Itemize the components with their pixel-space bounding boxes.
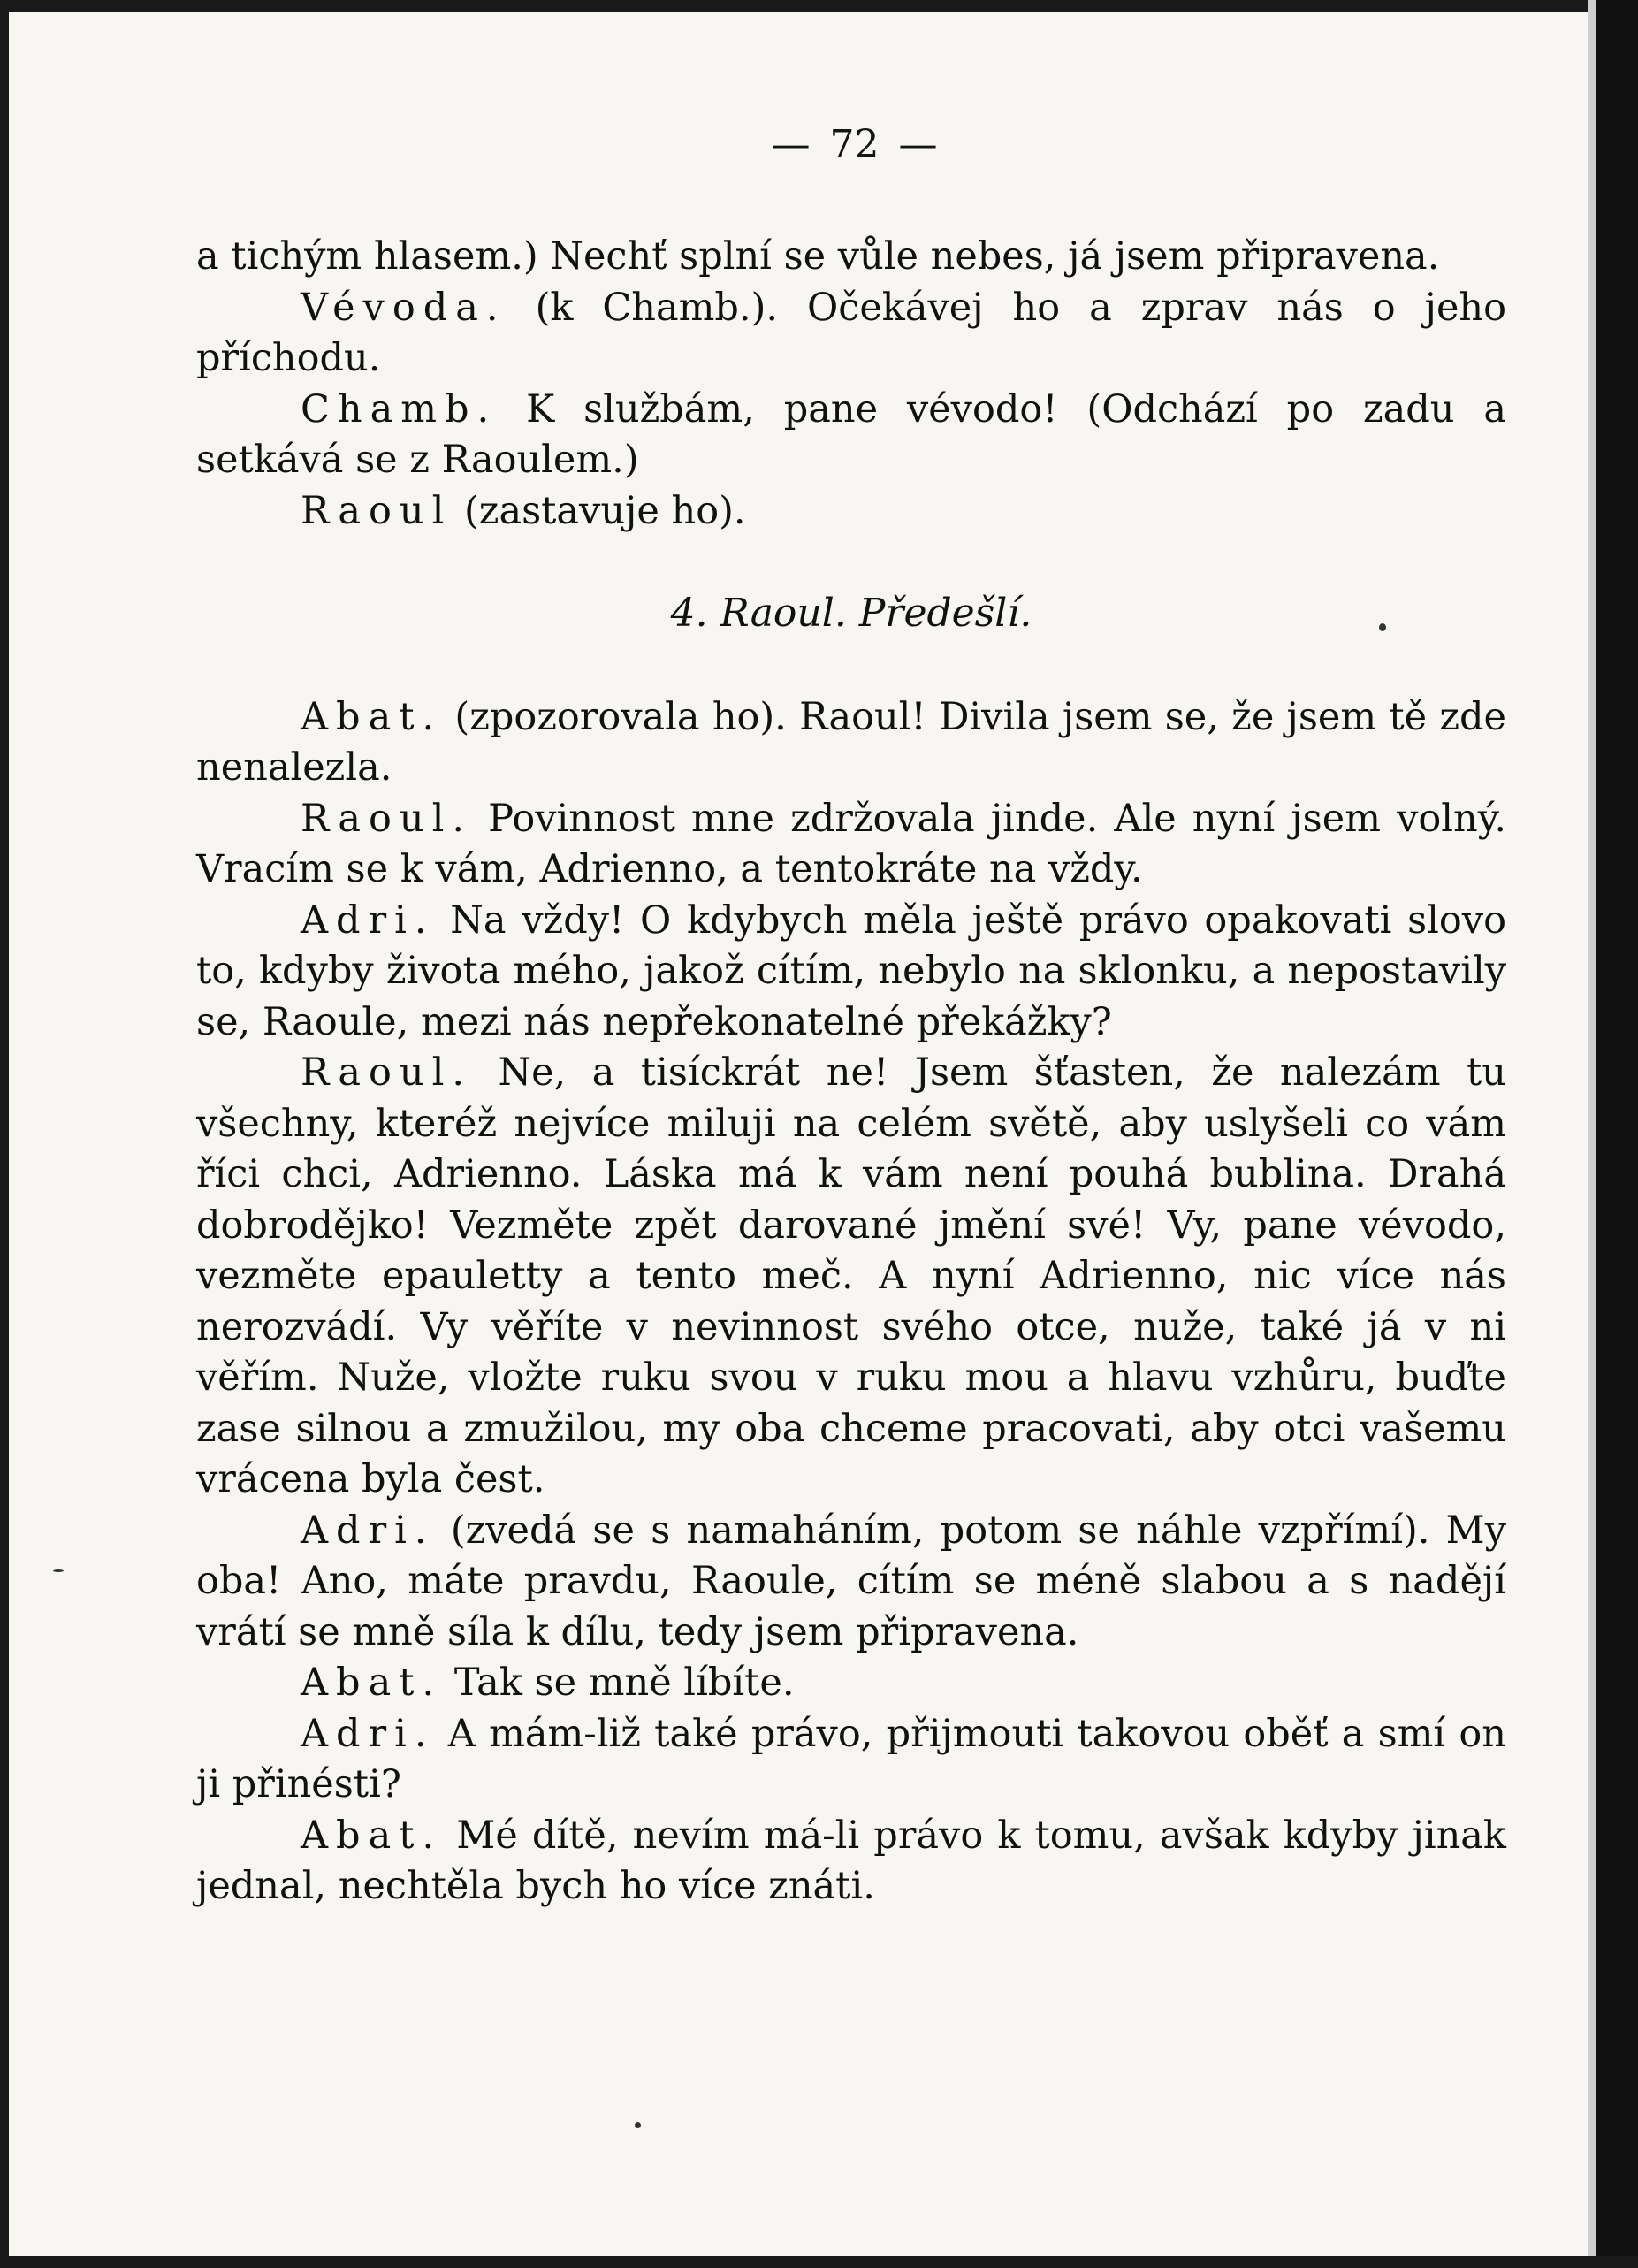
scene-heading: 4. Raoul. Předešlí. (670, 591, 1032, 636)
paragraph-text: Tak se mně líbíte. (442, 1661, 795, 1705)
speaker-name: Adri. (301, 897, 435, 943)
speaker-name: Abat. (301, 1813, 443, 1858)
scan-border-right (1596, 0, 1638, 2268)
speaker-name: Adri. (301, 1508, 435, 1553)
paragraph (196, 794, 1506, 896)
paragraph (196, 1506, 1506, 1659)
paragraph-text: Na vždy! O kdybych měla ještě právo opakovati slovo to, kdyby života mého, jakož cítím, nebylo na sklonku, a nepostavily se, Raoule, mezi nás nepřekonatelné překážky? (196, 897, 1506, 1044)
speaker-name: Vévoda. (301, 285, 507, 330)
scan-border-left (0, 0, 9, 2268)
speaker-name: Chamb. (301, 386, 498, 431)
paragraph (196, 1048, 1506, 1506)
paragraph (196, 896, 1506, 1049)
paragraph (196, 232, 1506, 283)
paragraph (196, 486, 1506, 538)
page-number-dash-left: — (771, 122, 811, 167)
paragraph-text: Mé dítě, nevím má-li právo k tomu, avšak kdyby jinak jednal, nechtěla bych ho více znáti. (196, 1813, 1506, 1908)
paragraph (196, 1658, 1506, 1709)
page-number-dash-right: — (898, 122, 938, 167)
paragraph (196, 1709, 1506, 1811)
scan-border-bottom (0, 2256, 1638, 2268)
paragraph-text: a tichým hlasem.) Nechť splní se vůle nebes, já jsem připravena. (196, 234, 1440, 279)
speaker-name: Raoul. (301, 1050, 473, 1095)
page-number-value: 72 (829, 122, 880, 167)
text-body (196, 232, 1506, 1913)
paragraph (196, 692, 1506, 794)
paragraph (196, 283, 1506, 385)
paragraph-text: Povinnost mne zdržovala jinde. Ale nyní jsem volný. Vracím se k vám, Adrienno, a tentokráte na vždy. (196, 796, 1506, 891)
page-number (35, 122, 1638, 167)
speaker-name: Abat. (301, 1661, 443, 1705)
paragraph (196, 385, 1506, 486)
speaker-name: Raoul. (301, 796, 473, 841)
scan-border-right-inner (1588, 0, 1596, 2268)
paragraph-text: A mám-liž také právo, přijmouti takovou oběť a smí on ji přinésti? (196, 1711, 1506, 1806)
paragraph-text: K službám, pane vévodo! (Odchází po zadu a setkává se z Raoulem.) (196, 386, 1506, 482)
paragraph (196, 1811, 1506, 1913)
ink-speck (53, 1569, 64, 1572)
ink-speck (635, 2122, 641, 2128)
speaker-name: Raoul (301, 488, 453, 533)
paragraph-text: Ne, a tisíckrát ne! Jsem šťasten, že nalezám tu všechny, kteréž nejvíce miluji na celém světě, aby uslyšeli co vám říci chci, Adrienno. Láska má k vám není pouhá bublina. Drahá dobrodějko! Vezměte zpět darované jmění své! Vy, pane vévodo, vezměte epauletty a tento meč. A nyní Adrienno, nic více nás nerozvádí. Vy věříte v nevinnost svého otce, nuže, také já v ni věřím. Nuže, vložte ruku svou v ruku mou a hlavu vzhůru, buďte zase silnou a zmužilou, my oba chceme pracovati, aby otci vašemu vrácena byla čest. (196, 1050, 1506, 1501)
paragraph-text: (k Chamb.). Očekávej ho a zprav nás o jeho příchodu. (196, 285, 1506, 380)
speaker-name: Abat. (301, 694, 443, 739)
paragraph-text: (zastavuje ho). (452, 488, 746, 533)
speaker-name: Adri. (301, 1711, 435, 1756)
scan-border-top (0, 0, 1638, 12)
paragraph-text: (zpozorovala ho). Raoul! Divila jsem se, že jsem tě zde nenalezla. (196, 694, 1506, 790)
paragraph-text: (zvedá se s namaháním, potom se náhle vzpřímí). My oba! Ano, máte pravdu, Raoule, cítím se méně slabou a s nadějí vrátí se mně síla k dílu, tedy jsem připravena. (196, 1508, 1506, 1654)
